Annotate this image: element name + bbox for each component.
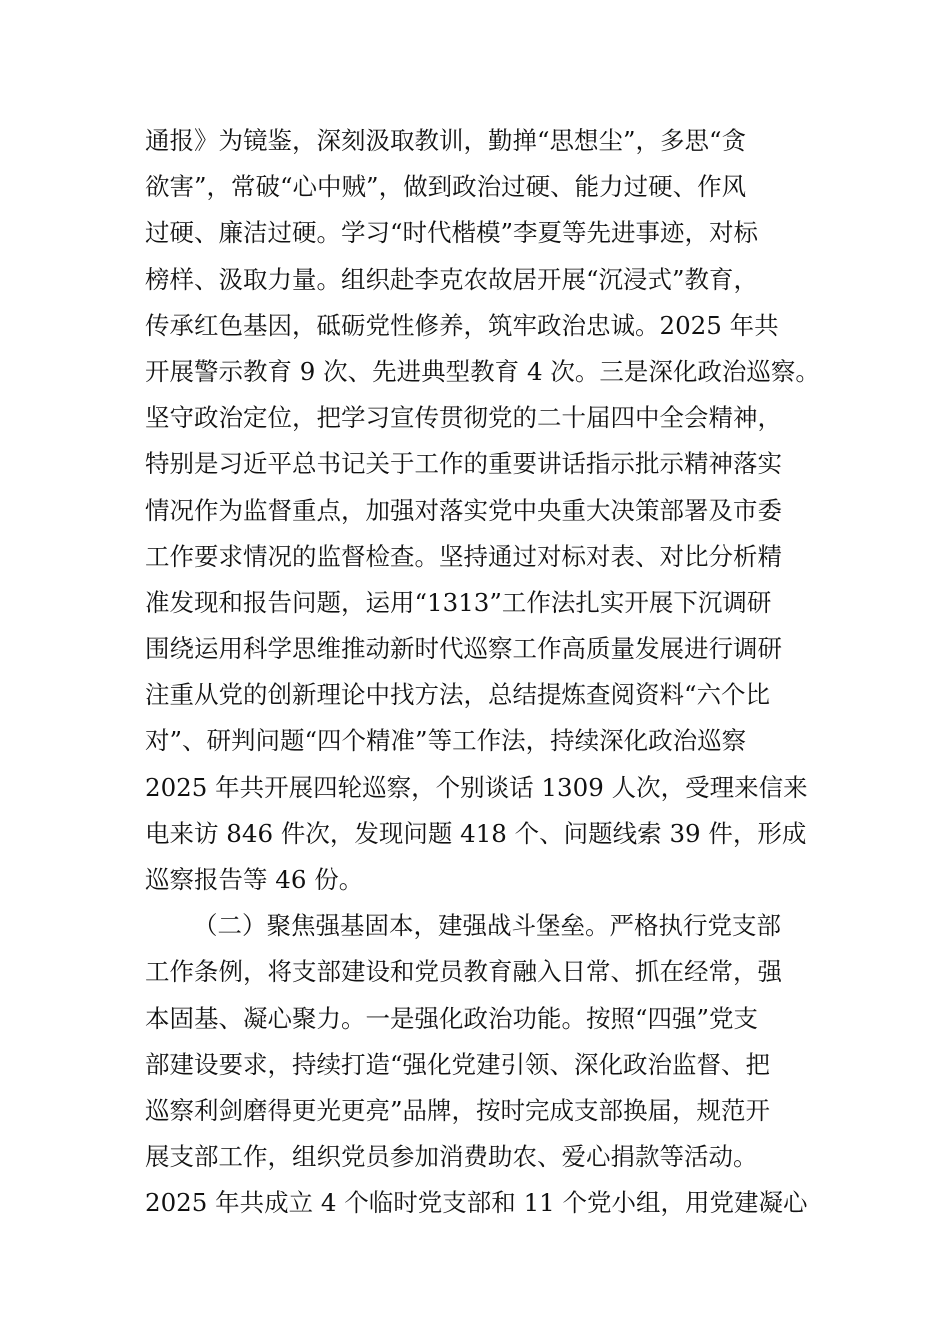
text-line-5: 传承红色基因，砥砺党性修养，筑牢政治忠诚。2025 年共 — [145, 310, 779, 340]
text-line-21: 部建设要求，持续打造“强化党建引领、深化政治监督、把 — [145, 1049, 771, 1079]
text-line-17: 巡察报告等 46 份。 — [145, 865, 364, 894]
text-line-23: 展支部工作，组织党员参加消费助农、爱心捐款等活动。 — [145, 1142, 758, 1172]
text-line-1: 通报》为镜鉴，深刻汲取教训，勤掸“思想尘”，多思“贪 — [145, 126, 747, 155]
text-line-24: 2025 年共成立 4 个临时党支部和 11 个党小组，用党建凝心 — [145, 1188, 808, 1218]
text-line-15: 2025 年共开展四轮巡察，个别谈话 1309 人次，受理来信来 — [145, 772, 808, 802]
text-line-20: 本固基、凝心聚力。一是强化政治功能。按照“四强”党支 — [145, 1003, 759, 1033]
text-line-7: 坚守政治定位，把学习宣传贯彻党的二十届四中全会精神， — [145, 403, 782, 433]
text-line-14: 对”、研判问题“四个精准”等工作法，持续深化政治巡察 — [145, 726, 747, 756]
text-line-13: 注重从党的创新理论中找方法，总结提炼查阅资料“六个比 — [145, 680, 771, 710]
text-line-6: 开展警示教育 9 次、先进典型教育 4 次。三是深化政治巡察。 — [145, 356, 820, 386]
body-text — [145, 118, 835, 1227]
text-line-3: 过硬、廉洁过硬。学习“时代楷模”李夏等先进事迹，对标 — [145, 218, 759, 248]
text-line-12: 围绕运用科学思维推动新时代巡察工作高质量发展进行调研 — [145, 634, 782, 664]
text-line-22: 巡察利剑磨得更光更亮”品牌，按时完成支部换届，规范开 — [145, 1095, 771, 1125]
section-heading-line: （二）聚焦强基固本，建强战斗堡垒。严格执行党支部 — [193, 911, 781, 941]
text-line-10: 工作要求情况的监督检查。坚持通过对标对表、对比分析精 — [145, 541, 782, 571]
text-line-2: 欲害”，常破“心中贼”，做到政治过硬、能力过硬、作风 — [145, 172, 747, 202]
text-line-9: 情况作为监督重点，加强对落实党中央重大决策部署及市委 — [145, 495, 782, 525]
text-line-4: 榜样、汲取力量。组织赴李克农故居开展“沉浸式”教育， — [145, 264, 759, 294]
text-line-11: 准发现和报告问题，运用“1313”工作法扎实开展下沉调研 — [145, 587, 772, 617]
text-line-8: 特别是习近平总书记关于工作的重要讲话指示批示精神落实 — [145, 449, 782, 479]
text-line-16: 电来访 846 件次，发现问题 418 个、问题线索 39 件，形成 — [145, 818, 807, 848]
text-line-19: 工作条例，将支部建设和党员教育融入日常、抓在经常，强 — [145, 957, 782, 987]
